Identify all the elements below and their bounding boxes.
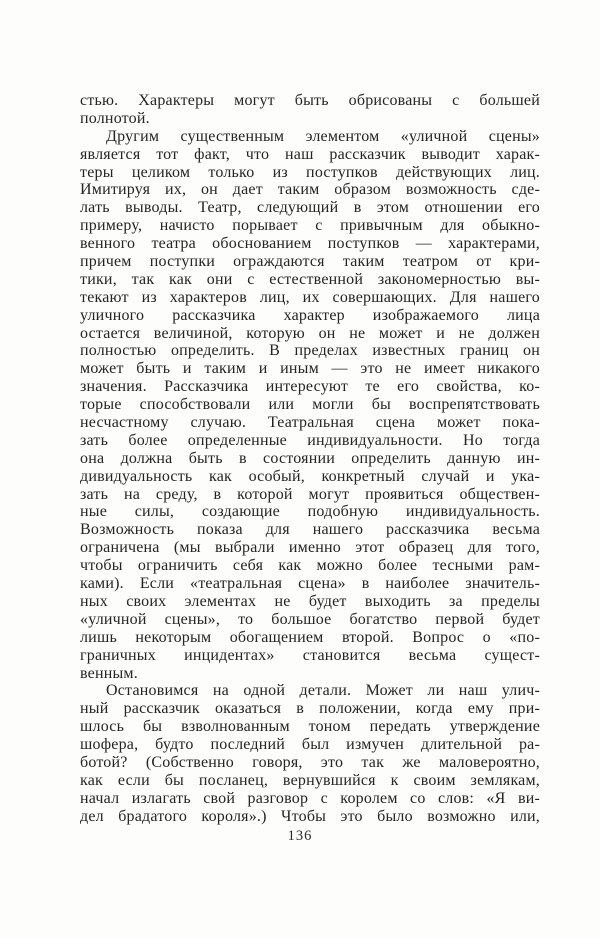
text-line: чтобы ограничить себя как можно более тесными рам- [80, 557, 540, 575]
page-number: 136 [287, 828, 313, 844]
text-line: значения. Рассказчика интересуют те его свойства, ко- [80, 378, 540, 396]
text-line: может быть и таким и иным — это не имеет никакого [80, 360, 540, 378]
text-line: дел брадатого короля».) Чтобы это было возможно или, [80, 807, 540, 825]
text-line: Остановимся на одной детали. Может ли наш улич- [106, 682, 540, 700]
text-line: как если бы посланец, вернувшийся к своим землякам, [80, 771, 540, 789]
text-line: теры целиком только из поступков действующих лиц. [80, 163, 540, 181]
text-line: лишь некоторым обогащением второй. Вопрос о «по- [80, 628, 540, 646]
text-line: торые способствовали или могли бы воспрепятствовать [80, 396, 540, 414]
text-line: лать выводы. Театр, следующий в этом отношении его [80, 199, 540, 217]
text-line: уличного рассказчика характер изображаемого лица [80, 306, 540, 324]
text-line: шофера, будто последний был измучен длительной ра- [80, 736, 540, 754]
text-line: полностью определить. В пределах известных границ он [80, 342, 540, 360]
body-text [80, 92, 540, 826]
text-line: шлось бы взволнованным тоном передать утверждение [80, 718, 540, 736]
text-line: ный рассказчик оказаться в положении, когда ему при- [80, 700, 540, 718]
text-line: венным. [80, 664, 138, 682]
text-line: зать более определенные индивидуальности. Но тогда [80, 431, 540, 449]
text-line: является тот факт, что наш рассказчик выводит харак- [80, 145, 540, 163]
text-line: остается величиной, которую он не может и не должен [80, 324, 540, 342]
text-line: тики, так как они с естественной закономерностью вы- [80, 270, 540, 288]
text-line: дивидуальность как особый, конкретный случай и ука- [80, 467, 540, 485]
text-line: стью. Характеры могут быть обрисованы с большей [80, 92, 540, 109]
text-line: ботой? (Собственно говоря, это так же маловероятно, [80, 753, 540, 771]
text-line: ограничена (мы выбрали именно этот образец для того, [80, 539, 540, 557]
text-line: примеру, начисто порывает с привычным для обыкно- [80, 217, 540, 235]
text-line: она должна быть в состоянии определить данную ин- [80, 449, 540, 467]
text-line: полнотой. [80, 109, 150, 127]
text-line: несчастному случаю. Театральная сцена может пока- [80, 414, 540, 432]
text-line: венного театра обоснованием поступков — характерами, [80, 235, 540, 253]
text-line: Имитируя их, он дает таким образом возможность сде- [80, 181, 540, 199]
text-line: граничных инцидентах» становится весьма сущест- [80, 646, 540, 664]
text-line: Возможность показа для нашего рассказчика весьма [80, 521, 540, 539]
text-line: Другим существенным элементом «уличной сцены» [106, 127, 540, 145]
text-line: «уличной сцены», то большое богатство первой будет [80, 610, 540, 628]
text-line: ные силы, создающие подобную индивидуальность. [80, 503, 540, 521]
text-line: начал излагать свой разговор с королем со слов: «Я ви- [80, 789, 540, 807]
text-line: текают из характеров лиц, их совершающих. Для нашего [80, 288, 540, 306]
text-line: зать на среду, в которой могут проявиться обществен- [80, 485, 540, 503]
text-line: ных своих элементах не будет выходить за пределы [80, 592, 540, 610]
text-line: причем поступки ограждаются таким театром от кри- [80, 253, 540, 271]
text-line: ками). Если «театральная сцена» в наиболее значитель- [80, 575, 540, 593]
